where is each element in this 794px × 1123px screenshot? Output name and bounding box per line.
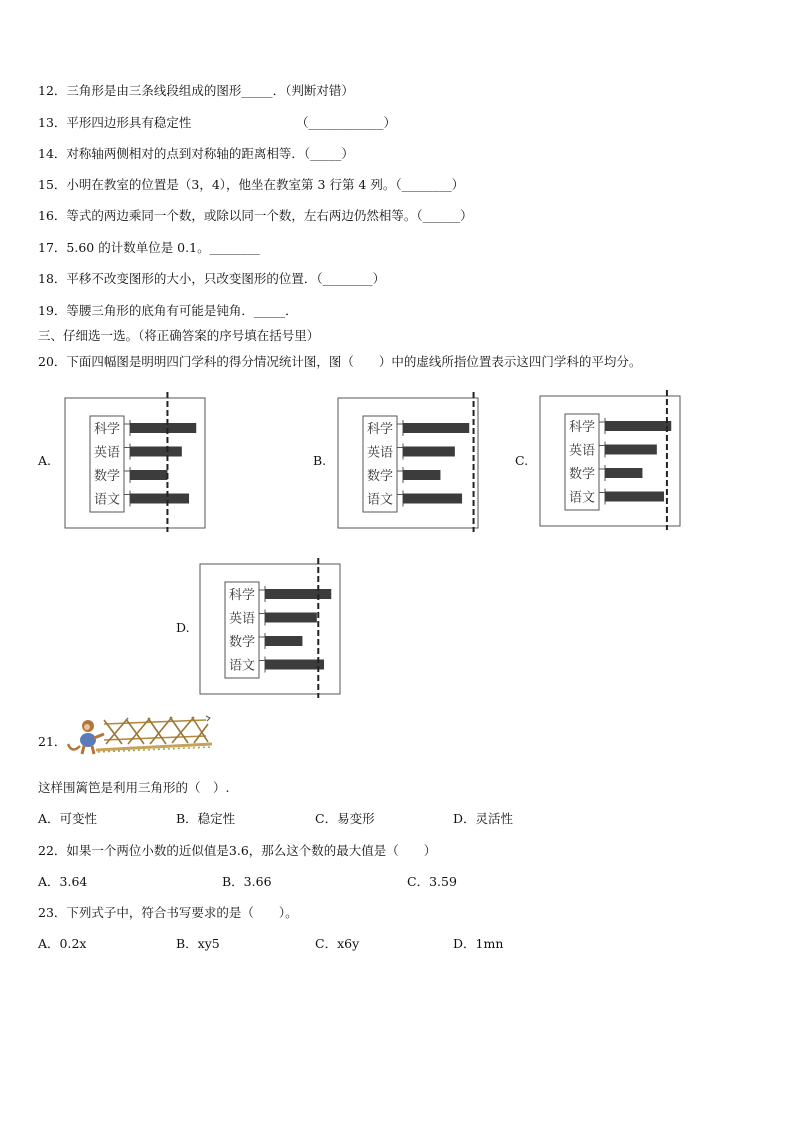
- bar-0: [605, 421, 671, 431]
- q22-option-c[interactable]: C．3.59: [407, 874, 457, 889]
- question-22: 22．如果一个两位小数的近似值是3.6，那么这个数的最大值是（ ）: [38, 843, 437, 858]
- category-label-2: 数学: [228, 635, 256, 650]
- chart-frame: [338, 398, 478, 528]
- chart-c-label: C.: [515, 453, 529, 468]
- chart-c: [539, 390, 691, 534]
- category-label-2: 数学: [568, 467, 596, 482]
- bar-3: [265, 660, 324, 670]
- bar-2: [403, 470, 440, 480]
- question-21-text: 这样围篱笆是利用三角形的（ ）.: [38, 780, 230, 795]
- bar-1: [130, 447, 182, 457]
- chart-a: [64, 392, 216, 536]
- question-21: 21．: [38, 734, 67, 749]
- category-label-3: 语文: [93, 492, 121, 508]
- category-label-1: 英语: [228, 611, 256, 627]
- category-label-3: 语文: [568, 490, 596, 506]
- bar-2: [130, 470, 167, 480]
- chart-b-svg: [337, 392, 489, 532]
- category-label-1: 英语: [366, 445, 394, 461]
- question-13: 13．平形四边形具有稳定性: [38, 115, 192, 130]
- chart-b: [337, 392, 489, 536]
- section-3-heading: 三、仔细选一选。（将正确答案的序号填在括号里）: [38, 328, 320, 343]
- category-label-1: 英语: [568, 443, 596, 459]
- chart-a-label: A.: [38, 453, 52, 468]
- question-13-blank: （____________）: [296, 115, 397, 130]
- bar-1: [265, 613, 317, 623]
- category-label-0: 科学: [228, 588, 256, 603]
- chart-d: [199, 558, 351, 702]
- question-17: 17．5.60 的计数单位是 0.1。________: [38, 240, 260, 255]
- bar-0: [130, 423, 196, 433]
- chart-d-svg: [199, 558, 351, 698]
- question-15: 15．小明在教室的位置是（3，4），他坐在教室第 3 行第 4 列。（________）: [38, 177, 465, 192]
- q21-option-c[interactable]: C．易变形: [315, 811, 375, 826]
- chart-a-svg: [64, 392, 216, 532]
- question-18: 18．平移不改变图形的大小，只改变图形的位置．（________）: [38, 271, 386, 286]
- question-14: 14．对称轴两侧相对的点到对称轴的距离相等．（_____）: [38, 146, 354, 161]
- category-label-3: 语文: [228, 658, 256, 674]
- category-label-2: 数学: [93, 469, 121, 484]
- bar-2: [265, 636, 302, 646]
- category-label-3: 语文: [366, 492, 394, 508]
- category-label-0: 科学: [366, 422, 394, 437]
- question-23: 23．下列式子中，符合书写要求的是（ ）。: [38, 905, 298, 920]
- chart-frame: [65, 398, 205, 528]
- chart-b-label: B.: [313, 453, 327, 468]
- q21-option-d[interactable]: D．灵活性: [453, 811, 514, 826]
- question-16: 16．等式的两边乘同一个数，或除以同一个数，左右两边仍然相等。（______）: [38, 208, 473, 223]
- bar-3: [130, 494, 189, 504]
- category-label-2: 数学: [366, 469, 394, 484]
- question-19: 19．等腰三角形的底角有可能是钝角．_____．: [38, 303, 298, 318]
- category-label-0: 科学: [568, 420, 596, 435]
- bar-1: [403, 447, 455, 457]
- q23-option-c[interactable]: C．x6y: [315, 936, 360, 951]
- question-12: 12．三角形是由三条线段组成的图形_____．（判断对错）: [38, 83, 354, 98]
- chart-frame: [200, 564, 340, 694]
- chart-frame: [540, 396, 680, 526]
- category-label-0: 科学: [93, 422, 121, 437]
- bar-1: [605, 445, 657, 455]
- q21-option-a[interactable]: A．可变性: [38, 811, 98, 826]
- bar-0: [265, 589, 331, 599]
- q23-option-a[interactable]: A．0.2x: [38, 936, 87, 951]
- monkey-fence-illustration: [66, 714, 214, 758]
- bar-0: [403, 423, 469, 433]
- q22-option-a[interactable]: A．3.64: [38, 874, 88, 889]
- q23-option-b[interactable]: B．xy5: [176, 936, 220, 951]
- category-label-1: 英语: [93, 445, 121, 461]
- bar-3: [605, 492, 664, 502]
- q23-option-d[interactable]: D．1mn: [453, 936, 504, 951]
- chart-d-label: D.: [176, 620, 190, 635]
- q22-option-b[interactable]: B．3.66: [222, 874, 272, 889]
- bar-2: [605, 468, 642, 478]
- question-20: 20．下面四幅图是明明四门学科的得分情况统计图，图（ ）中的虚线所指位置表示这四门学科的平均分。: [38, 354, 642, 369]
- bar-3: [403, 494, 462, 504]
- q21-option-b[interactable]: B．稳定性: [176, 811, 236, 826]
- chart-c-svg: [539, 390, 691, 530]
